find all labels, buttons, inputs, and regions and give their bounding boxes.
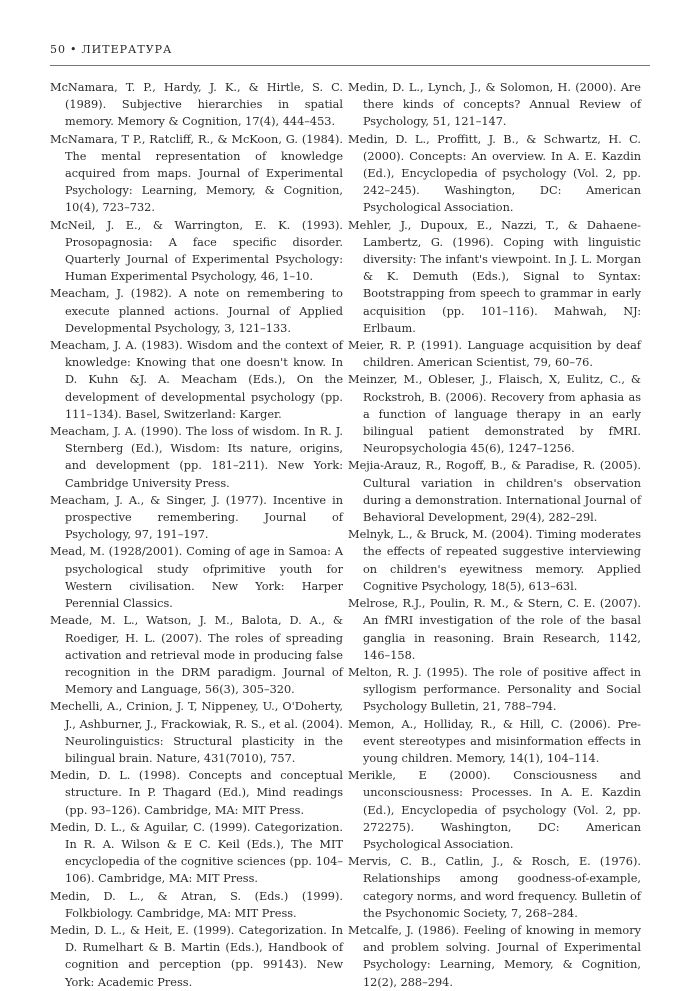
page-number: 50 (50, 43, 66, 56)
reference-entry: Memon, A., Holliday, R., & Hill, C. (2006). Pre-event stereotypes and misinformation effects in young children. Memory, 14(1), 104–114. (348, 717, 641, 765)
header-rule (50, 65, 650, 66)
reference-entry: Meade, M. L., Watson, J. M., Balota, D. A., & Roediger, H. L. (2007). The roles of spreading activation and retrieval mode in producing false recognition in the DRM paradigm. Journal of Memory and Language, 56(3), 305–320. (50, 614, 343, 697)
reference-entry: Melnyk, L., & Bruck, M. (2004). Timing moderates the effects of repeated suggestive interviewing on children's eyewitness memory. Applied Cognitive Psychology, 18(5), 613–63l. (348, 528, 641, 593)
reference-entry: Metcalfe, J. (1986). Feeling of knowing in memory and problem solving. Journal of Experimental Psychology: Learning, Memory, & Cognition, 12(2), 288–294. (348, 923, 641, 989)
reference-entry: Meacham, J. A. (1983). Wisdom and the context of knowledge: Knowing that one doesn't know. In D. Kuhn &J. A. Meacham (Eds.), On the development of developmental psychology (pp. 111–134). Basel, Switzerland: Karger. (50, 339, 343, 421)
reference-entry: Medin, D. L. (1998). Concepts and conceptual structure. In P. Thagard (Ed.), Mind readings (pp. 93–126). Cambridge, MA: MIT Press. (50, 769, 343, 817)
reference-entry: Mejia-Arauz, R., Rogoff, B., & Paradise, R. (2005). Cultural variation in children's observation during a demonstration. International Journal of Behavioral Development, 29(4), 282–29l. (348, 459, 641, 525)
reference-entry: Medin, D. L., Lynch, J., & Solomon, H. (2000). Are there kinds of concepts? Annual Review of Psychology, 51, 121–147. (348, 81, 641, 129)
reference-entry: Medin, D. L., & Atran, S. (Eds.) (1999). Folkbiology. Cambridge, MA: MIT Press. (50, 889, 343, 920)
running-header (50, 43, 650, 63)
right-column (348, 79, 641, 991)
reference-entry: McNamara, T P., Ratcliff, R., & McKoon, G. (1984). The mental representation of knowledge acquired from maps. Journal of Experimental Psychology: Learning, Memory, & Cognition, 10(4), 723–732. (50, 132, 343, 215)
reference-entry: Medin, D. L., & Heit, E. (1999). Categorization. In D. Rumelhart & B. Martin (Eds.), Handbook of cognition and perception (pp. 99143). New York: Academic Press. (50, 923, 343, 989)
reference-entry: Meinzer, M., Obleser, J., Flaisch, X, Eulitz, C., & Rockstroh, B. (2006). Recovery from aphasia as a function of language therapy in an early bilingual patient demonstrated by fMRI. Neuropsychologia 45(6), 1247–1256. (348, 373, 641, 456)
reference-entry: Mehler, J., Dupoux, E., Nazzi, T., & Dahaene-Lambertz, G. (1996). Coping with linguistic diversity: The infant's viewpoint. In J. L. Morgan & K. Demuth (Eds.), Signal to Syntax: Bootstrapping from speech to grammar in early acquisition (pp. 101–116). Mahwah, NJ: Erlbaum. (348, 218, 641, 335)
reference-entry: Meacham, J. (1982). A note on remembering to execute planned actions. Journal of Applied Developmental Psychology, 3, 121–133. (50, 287, 343, 335)
reference-entry: McNamara, T. P., Hardy, J. K., & Hirtle, S. C. (1989). Subjective hierarchies in spatial memory. Memory & Cognition, 17(4), 444–453. (50, 81, 343, 129)
reference-entry: Medin, D. L., Proffitt, J. B., & Schwartz, H. C. (2000). Concepts: An overview. In A. E. Kazdin (Ed.), Encyclopedia of psychology (Vol. 2, pp. 242–245). Washington, DC: American Psychological Association. (348, 132, 641, 215)
section-title: ЛИТЕРАТУРА (81, 43, 173, 56)
reference-entry: Melton, R. J. (1995). The role of positive affect in syllogism performance. Personality and Social Psychology Bulletin, 21, 788–794. (348, 665, 641, 714)
reference-entry: Meier, R. P. (1991). Language acquisition by deaf children. American Scientist, 79, 60–76. (348, 339, 641, 370)
reference-entry: McNeil, J. E., & Warrington, E. K. (1993). Prosopagnosia: A face specific disorder. Quarterly Journal of Experimental Psychology: Human Experimental Psychology, 46, 1–10. (50, 218, 343, 284)
reference-entry: Meacham, J. A., & Singer, J. (1977). Incentive in prospective remembering. Journal of Psychology, 97, 191–197. (50, 493, 343, 542)
left-column (50, 79, 343, 991)
reference-entry: Mechelli, A., Crinion, J. T, Nippeney, U., O'Doherty, J., Ashburner, J., Frackowiak, R. S., et al. (2004). Neurolinguistics: Structural plasticity in the bilingual brain. Nature, 431(7010), 757. (50, 700, 343, 765)
reference-entry: Meacham, J. A. (1990). The loss of wisdom. In R. J. Sternberg (Ed.), Wisdom: Its nature, origins, and development (pp. 181–211). New York: Cambridge University Press. (50, 425, 343, 490)
header-bullet: • (70, 43, 78, 56)
reference-entry: Mervis, C. B., Catlin, J., & Rosch, E. (1976). Relationships among goodness-of-example, category norms, and word frequency. Bulletin of the Psychonomic Society, 7, 268–284. (348, 855, 641, 920)
reference-entry: Medin, D. L., & Aguilar, C. (1999). Categorization. In R. A. Wilson & E C. Keil (Eds.), The MIT encyclopedia of the cognitive sciences (pp. 104–106). Cambridge, MA: MIT Press. (50, 820, 343, 886)
reference-entry: Merikle, E (2000). Consciousness and unconsciousness: Processes. In A. E. Kazdin (Ed.), Encyclopedia of psychology (Vol. 2, pp. 272275). Washington, DC: American Psychological Association. (348, 769, 641, 851)
reference-entry: Mead, M. (1928/2001). Coming of age in Samoa: A psychological study ofprimitive youth for Western civilisation. New York: Harper Perennial Classics. (50, 545, 343, 611)
reference-entry: Melrose, R.J., Poulin, R. M., & Stern, C. E. (2007). An fMRI investigation of the role of the basal ganglia in reasoning. Brain Research, 1142, 146–158. (348, 597, 641, 662)
